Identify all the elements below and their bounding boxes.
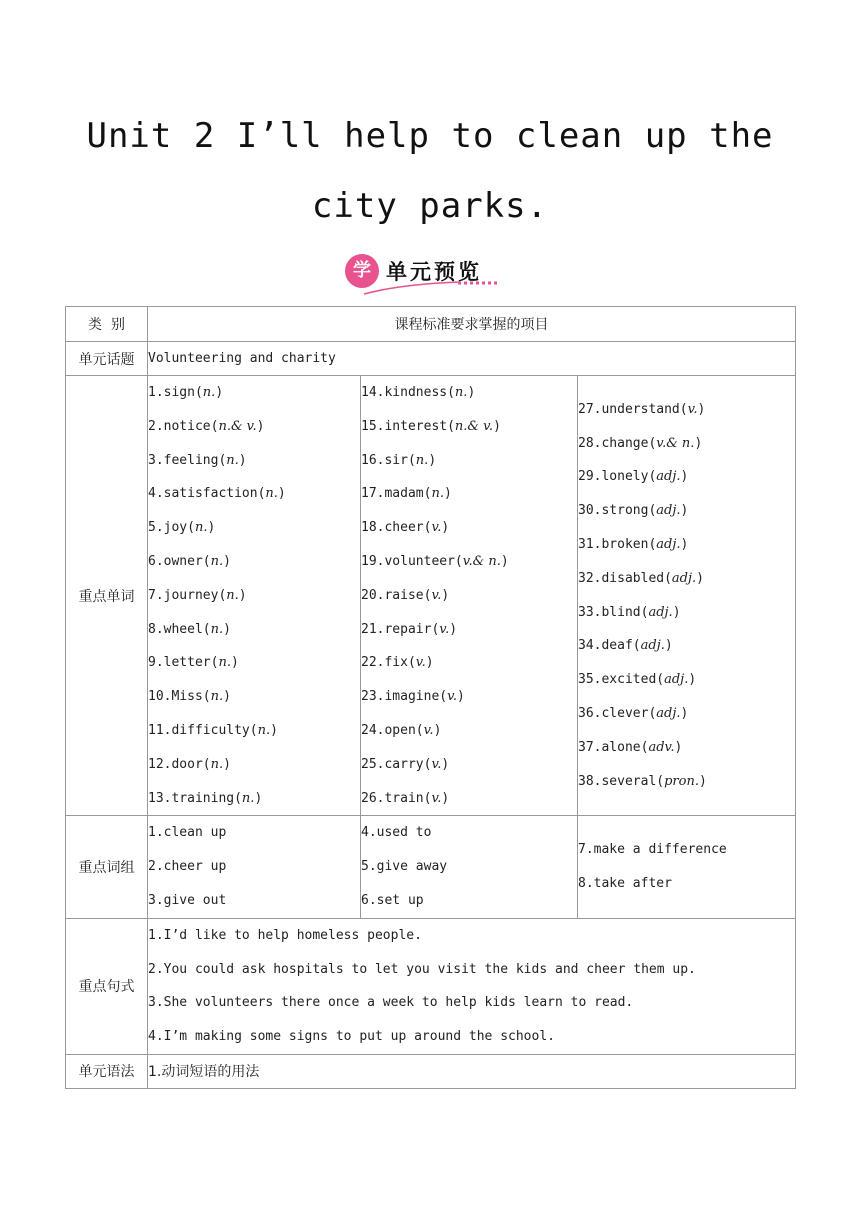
grammar-item: 1.动词短语的用法 — [148, 1054, 796, 1088]
phrase-item: 5.give away — [361, 859, 448, 875]
vocab-word: 12.door( — [148, 756, 211, 772]
words-column-3 — [578, 376, 796, 816]
part-of-speech: n. — [210, 621, 224, 637]
vocab-item: 31.broken(adj.) — [578, 537, 689, 553]
vocab-item: 17.madam(n.) — [361, 486, 452, 502]
vocab-word: 17.madam( — [361, 486, 432, 502]
phrase-item: 6.set up — [361, 892, 424, 908]
vocab-item: 37.alone(adv.) — [578, 739, 683, 755]
part-of-speech: n. — [257, 722, 271, 738]
vocab-item: 21.repair(v.) — [361, 621, 458, 637]
vocab-item: 34.deaf(adj.) — [578, 638, 673, 654]
vocab-item: 8.wheel(n.) — [148, 621, 231, 637]
topic-row — [66, 342, 796, 376]
vocab-item: 13.training(n.) — [148, 790, 263, 806]
vocab-item: 20.raise(v.) — [361, 587, 450, 603]
part-of-speech: n. — [454, 385, 468, 400]
vocab-word: 26.train( — [361, 790, 432, 806]
vocab-item: 23.imagine(v.) — [361, 689, 465, 705]
part-of-speech: adj. — [664, 672, 689, 688]
vocab-item: 16.sir(n.) — [361, 452, 437, 468]
vocab-item: 15.interest(n.& v.) — [361, 418, 501, 434]
vocab-item: 1.sign(n.) — [148, 385, 224, 400]
vocab-word: 27.understand( — [578, 401, 688, 417]
vocab-item: 4.satisfaction(n.) — [148, 486, 286, 502]
vocab-item: 7.journey(n.) — [148, 587, 247, 603]
vocab-word: 22.fix( — [361, 655, 416, 671]
vocab-word: 31.broken( — [578, 537, 657, 553]
vocab-word: 23.imagine( — [361, 689, 448, 705]
part-of-speech: n. — [265, 486, 278, 502]
vocab-word: 16.sir( — [361, 452, 416, 468]
vocab-word: 19.volunteer( — [361, 553, 463, 569]
phrase-item: 3.give out — [148, 892, 227, 908]
grammar-label: 单元语法 — [66, 1054, 148, 1088]
part-of-speech: adj. — [656, 706, 681, 722]
part-of-speech: v.& n. — [462, 553, 501, 569]
words-label: 重点单词 — [66, 376, 148, 816]
vocab-word: 3.feeling( — [148, 452, 227, 468]
vocab-item: 11.difficulty(n.) — [148, 722, 278, 738]
sentences-label: 重点句式 — [66, 918, 148, 1054]
phrase-item: 2.cheer up — [148, 859, 227, 875]
phrases-column-1 — [148, 816, 361, 918]
vocab-word: 2.notice( — [148, 418, 219, 434]
vocab-item: 24.open(v.) — [361, 722, 442, 738]
part-of-speech: n.& v. — [454, 418, 494, 434]
part-of-speech: n. — [226, 587, 239, 603]
part-of-speech: v. — [687, 401, 698, 417]
words-row — [66, 376, 796, 816]
preview-icon: 学 — [345, 254, 379, 288]
phrases-label: 重点词组 — [66, 816, 148, 918]
part-of-speech: v. — [423, 722, 434, 738]
part-of-speech: adj. — [656, 537, 681, 553]
vocab-item: 27.understand(v.) — [578, 401, 706, 417]
phrase-item: 8.take after — [578, 876, 672, 892]
vocab-item: 14.kindness(n.) — [361, 385, 476, 400]
vocab-word: 20.raise( — [361, 587, 432, 603]
part-of-speech: n. — [194, 520, 208, 536]
sentence-item: 3.She volunteers there once a week to help kids learn to read. — [148, 995, 634, 1011]
part-of-speech: adj. — [640, 638, 665, 654]
vocab-item: 29.lonely(adj.) — [578, 469, 689, 485]
part-of-speech: adj. — [648, 604, 673, 620]
vocab-word: 35.excited( — [578, 672, 665, 688]
vocab-word: 25.carry( — [361, 756, 432, 772]
vocab-word: 15.interest( — [361, 418, 455, 434]
part-of-speech: v.& n. — [656, 435, 695, 451]
vocab-item: 3.feeling(n.) — [148, 452, 247, 468]
vocab-word: 21.repair( — [361, 621, 440, 637]
vocab-item: 6.owner(n.) — [148, 553, 231, 569]
table-header-row — [66, 307, 796, 342]
phrases-column-3 — [578, 816, 796, 918]
vocab-word: 32.disabled( — [578, 570, 672, 586]
sentence-item: 2.You could ask hospitals to let you visit the kids and cheer them up. — [148, 961, 696, 977]
vocab-item: 19.volunteer(v.& n.) — [361, 553, 509, 569]
vocab-word: 1.sign( — [148, 385, 203, 400]
part-of-speech: v. — [415, 655, 426, 671]
topic-label: 单元话题 — [66, 342, 148, 376]
vocab-word: 36.clever( — [578, 706, 657, 722]
vocab-item: 36.clever(adj.) — [578, 706, 689, 722]
header-category: 类 别 — [66, 307, 148, 342]
part-of-speech: n. — [210, 689, 224, 705]
vocab-word: 24.open( — [361, 722, 424, 738]
part-of-speech: v. — [431, 587, 442, 603]
vocab-word: 6.owner( — [148, 553, 211, 569]
grammar-row — [66, 1054, 796, 1088]
vocab-word: 8.wheel( — [148, 621, 211, 637]
phrases-row — [66, 816, 796, 918]
part-of-speech: adj. — [656, 469, 681, 485]
vocab-word: 28.change( — [578, 435, 657, 451]
phrases-column-2 — [361, 816, 578, 918]
vocab-item: 10.Miss(n.) — [148, 689, 231, 705]
vocab-word: 7.journey( — [148, 587, 227, 603]
part-of-speech: n. — [431, 486, 444, 502]
header-items: 课程标准要求掌握的项目 — [148, 307, 796, 342]
part-of-speech: v. — [431, 756, 442, 772]
vocab-item: 25.carry(v.) — [361, 756, 450, 772]
vocab-item: 32.disabled(adj.) — [578, 570, 704, 586]
vocab-item: 22.fix(v.) — [361, 655, 434, 671]
part-of-speech: v. — [439, 621, 450, 637]
vocab-word: 11.difficulty( — [148, 722, 258, 738]
vocab-item: 33.blind(adj.) — [578, 604, 681, 620]
part-of-speech: n. — [226, 452, 239, 468]
part-of-speech: v. — [447, 689, 458, 705]
part-of-speech: v. — [431, 520, 442, 536]
part-of-speech: n. — [415, 452, 429, 468]
part-of-speech: v. — [431, 790, 442, 806]
topic-value: Volunteering and charity — [148, 342, 796, 376]
page-title-line-2: city parks. — [311, 186, 549, 226]
vocab-item: 2.notice(n.& v.) — [148, 418, 265, 434]
words-column-1 — [148, 376, 361, 816]
part-of-speech: n. — [218, 655, 231, 671]
vocab-word: 14.kindness( — [361, 385, 455, 400]
vocab-word: 5.joy( — [148, 520, 195, 536]
vocab-word: 4.satisfaction( — [148, 486, 266, 502]
vocab-word: 34.deaf( — [578, 638, 641, 654]
vocab-word: 37.alone( — [578, 739, 649, 755]
sentence-item: 4.I’m making some signs to put up around the school. — [148, 1029, 555, 1045]
vocab-word: 18.cheer( — [361, 520, 432, 536]
vocab-word: 33.blind( — [578, 604, 649, 620]
sentences-row — [66, 918, 796, 1054]
part-of-speech: pron. — [664, 773, 699, 789]
part-of-speech: n. — [202, 385, 216, 400]
part-of-speech: adj. — [656, 503, 681, 519]
part-of-speech: n.& v. — [218, 418, 257, 434]
vocab-word: 9.letter( — [148, 655, 219, 671]
part-of-speech: n. — [210, 553, 224, 569]
page-title-line-1: Unit 2 I’ll help to clean up the — [86, 116, 774, 156]
phrase-item: 1.clean up — [148, 825, 227, 841]
vocab-word: 38.several( — [578, 773, 665, 789]
unit-overview-table — [65, 306, 796, 1089]
vocab-word: 30.strong( — [578, 503, 657, 519]
vocab-item: 30.strong(adj.) — [578, 503, 689, 519]
vocab-item: 12.door(n.) — [148, 756, 231, 772]
part-of-speech: adv. — [648, 739, 675, 755]
vocab-item: 35.excited(adj.) — [578, 672, 697, 688]
phrase-item: 4.used to — [361, 825, 432, 841]
sentence-item: 1.I’d like to help homeless people. — [148, 927, 422, 943]
vocab-word: 29.lonely( — [578, 469, 657, 485]
phrase-item: 7.make a difference — [578, 842, 727, 858]
vocab-item: 28.change(v.& n.) — [578, 435, 703, 451]
part-of-speech: n. — [210, 756, 224, 772]
sentences-list — [148, 918, 796, 1054]
vocab-item: 5.joy(n.) — [148, 520, 216, 536]
part-of-speech: n. — [241, 790, 255, 806]
badge-label: 单元预览 — [386, 260, 482, 284]
vocab-item: 26.train(v.) — [361, 790, 450, 806]
vocab-item: 38.several(pron.) — [578, 773, 707, 789]
vocab-item: 18.cheer(v.) — [361, 520, 450, 536]
vocab-item: 9.letter(n.) — [148, 655, 239, 671]
vocab-word: 13.training( — [148, 790, 242, 806]
words-column-2 — [361, 376, 578, 816]
vocab-word: 10.Miss( — [148, 689, 211, 705]
unit-preview-badge — [342, 252, 512, 298]
part-of-speech: adj. — [671, 570, 697, 586]
